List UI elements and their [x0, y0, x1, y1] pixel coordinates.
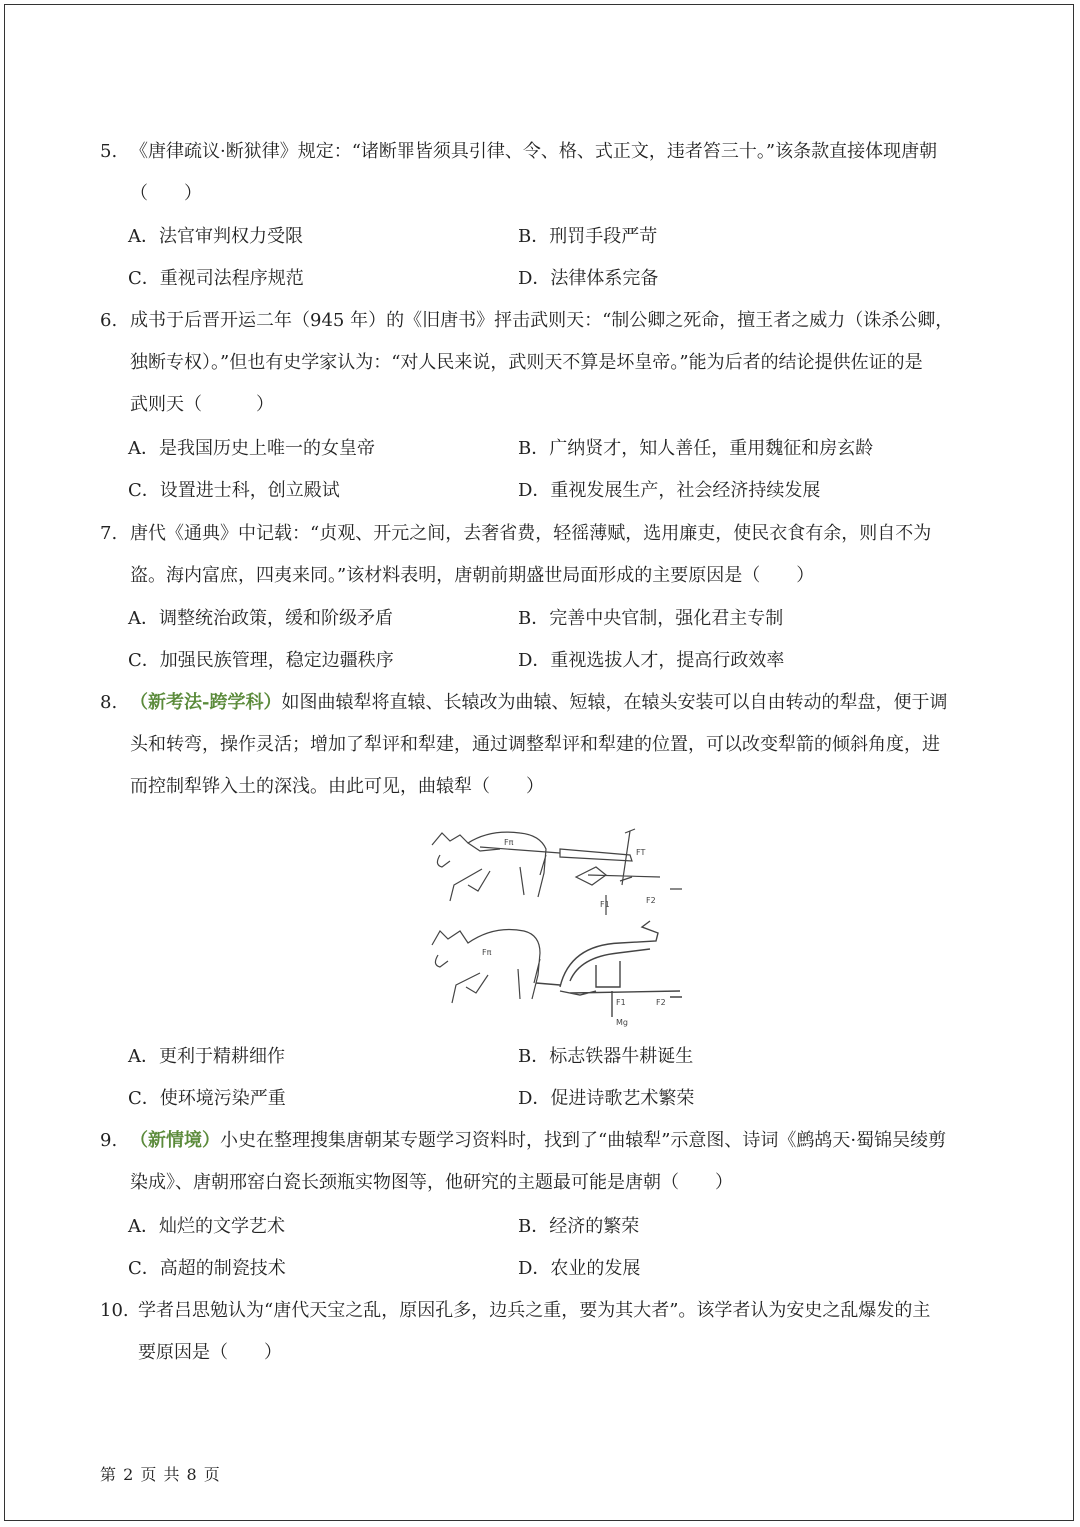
- force-label: Mg: [616, 1018, 628, 1027]
- question-9: [100, 1120, 990, 1204]
- question-stem: [130, 682, 990, 808]
- question-number: 8.: [100, 692, 118, 713]
- option-c[interactable]: C．加强民族管理，稳定边疆秩序: [128, 650, 394, 671]
- question-stem: [130, 513, 990, 597]
- stem-line: 头和转弯，操作灵活；增加了犁评和犁建，通过调整犁评和犁建的位置，可以改变犁箭的倾斜角度，进: [130, 734, 940, 755]
- question-stem: [130, 300, 990, 426]
- force-label: Fπ: [482, 948, 492, 957]
- page-footer: 第 2 页 共 8 页: [100, 1465, 221, 1484]
- stem-line: 唐代《通典》中记载：“贞观、开元之间，去奢省费，轻徭薄赋，选用廉吏，使民衣食有余，则自不为: [130, 523, 932, 544]
- question-number: 9.: [100, 1130, 118, 1151]
- force-label: Fπ: [504, 838, 514, 847]
- question-10: [100, 1290, 990, 1374]
- ox-bottom: [432, 930, 540, 1004]
- stem-line: 染成》、唐朝邢窑白瓷长颈瓶实物图等，他研究的主题最可能是唐朝（ ）: [130, 1172, 733, 1193]
- option-a[interactable]: A．灿烂的文学艺术: [128, 1216, 285, 1237]
- options-6: [128, 428, 988, 512]
- question-5: [100, 131, 990, 215]
- option-c[interactable]: C．重视司法程序规范: [128, 268, 304, 289]
- option-a[interactable]: A．是我国历史上唯一的女皇帝: [128, 438, 375, 459]
- question-6: [100, 300, 990, 426]
- question-7: [100, 513, 990, 597]
- option-a[interactable]: A．法官审判权力受限: [128, 226, 303, 247]
- force-label: F1: [600, 900, 610, 909]
- option-a[interactable]: A．调整统治政策，缓和阶级矛盾: [128, 608, 393, 629]
- force-label: F2: [656, 998, 666, 1007]
- force-label: F1: [616, 998, 626, 1007]
- question-tag: （新考法-跨学科）: [130, 692, 282, 713]
- stem-line: 如图曲辕犁将直辕、长辕改为曲辕、短辕，在辕头安装可以自由转动的犁盘，便于调: [281, 692, 948, 713]
- option-d[interactable]: D．重视选拔人才，提高行政效率: [518, 650, 785, 671]
- question-8: [100, 682, 990, 808]
- options-5: [128, 216, 988, 300]
- question-number: 6.: [100, 310, 118, 331]
- option-b[interactable]: B．刑罚手段严苛: [518, 226, 658, 247]
- option-d[interactable]: D．重视发展生产，社会经济持续发展: [518, 480, 821, 501]
- option-c[interactable]: C．设置进士科，创立殿试: [128, 480, 340, 501]
- option-d[interactable]: D．法律体系完备: [518, 268, 659, 289]
- question-stem: [130, 1120, 990, 1204]
- question-number: 7.: [100, 523, 118, 544]
- force-label: F2: [646, 896, 656, 905]
- stem-line: 武则天（ ）: [130, 394, 274, 415]
- stem-line: 而控制犁铧入土的深浅。由此可见，曲辕犁（ ）: [130, 776, 544, 797]
- question-stem: [138, 1290, 990, 1374]
- stem-line: 成书于后晋开运二年（945 年）的《旧唐书》抨击武则天：“制公卿之死命，擅王者之威力（诛杀公卿，: [130, 310, 954, 331]
- question-number: 10.: [100, 1300, 129, 1321]
- stem-line: 独断专权）。”但也有史学家认为：“对人民来说，武则天不算是坏皇帝。”能为后者的结论提供佐证的是: [130, 352, 923, 373]
- option-b[interactable]: B．完善中央官制，强化君主专制: [518, 608, 784, 629]
- option-c[interactable]: C．高超的制瓷技术: [128, 1258, 286, 1279]
- option-d[interactable]: D．促进诗歌艺术繁荣: [518, 1088, 695, 1109]
- ox-top: [432, 832, 546, 901]
- options-7: [128, 598, 988, 682]
- option-b[interactable]: B．经济的繁荣: [518, 1216, 640, 1237]
- option-d[interactable]: D．农业的发展: [518, 1258, 641, 1279]
- option-b[interactable]: B．标志铁器牛耕诞生: [518, 1046, 694, 1067]
- stem-line: 小史在整理搜集唐朝某专题学习资料时，找到了“曲辕犁”示意图、诗词《鹧鸪天·蜀锦吴绫剪: [220, 1130, 947, 1151]
- stem-line: 要原因是（ ）: [138, 1342, 282, 1363]
- question-number: 5.: [100, 141, 118, 162]
- stem-line: 学者吕思勉认为“唐代天宝之乱，原因孔多，边兵之重，要为其大者”。该学者认为安史之乱爆发的主: [138, 1300, 931, 1321]
- stem-line: （ ）: [130, 183, 202, 204]
- options-9: [128, 1206, 988, 1290]
- question-stem: [130, 131, 990, 215]
- option-b[interactable]: B．广纳贤才，知人善任，重用魏征和房玄龄: [518, 438, 874, 459]
- stem-line: 盗。海内富庶，四夷来同。”该材料表明，唐朝前期盛世局面形成的主要原因是（ ）: [130, 565, 815, 586]
- options-8: [128, 1036, 988, 1120]
- option-c[interactable]: C．使环境污染严重: [128, 1088, 286, 1109]
- force-label: FT: [636, 848, 646, 857]
- option-a[interactable]: A．更利于精耕细作: [128, 1046, 285, 1067]
- question-tag: （新情境）: [130, 1130, 220, 1151]
- plough-diagram: [420, 815, 685, 1030]
- stem-line: 《唐律疏议·断狱律》规定：“诸断罪皆须具引律、令、格、式正文，违者笞三十。”该条款直接体现唐朝: [130, 141, 938, 162]
